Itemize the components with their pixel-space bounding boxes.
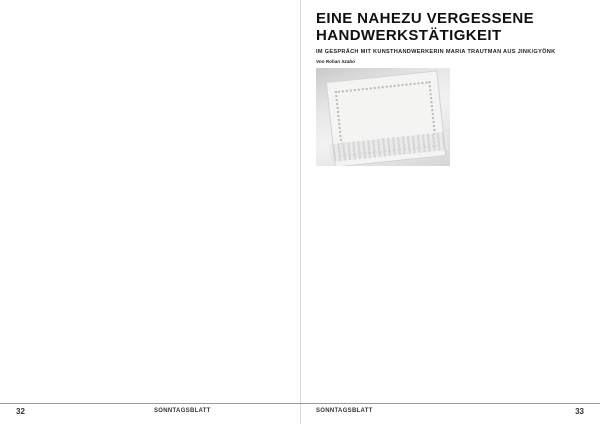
right-page <box>300 0 600 424</box>
article-subtitle: IM GESPRÄCH MIT KUNSTHANDWERKERIN MARIA TRAUTMAN AUS JINK/GYÖNK <box>316 49 556 55</box>
article-title: EINE NAHEZU VERGESSENE HANDWERKSTÄTIGKEIT <box>316 10 535 44</box>
left-footer <box>0 403 300 418</box>
textile-photo <box>316 68 450 166</box>
left-column-1 <box>16 14 144 398</box>
left-column-2 <box>154 14 284 398</box>
right-column-1 <box>316 170 450 398</box>
footer-name: SONNTAGSBLATT <box>316 408 373 414</box>
article-author: Von Rohan Szabó <box>316 59 355 64</box>
right-footer <box>300 403 600 418</box>
right-column-2 <box>458 68 586 398</box>
page-number: 33 <box>575 407 584 416</box>
page-number: 32 <box>16 407 25 416</box>
footer-name: SONNTAGSBLATT <box>154 408 211 414</box>
